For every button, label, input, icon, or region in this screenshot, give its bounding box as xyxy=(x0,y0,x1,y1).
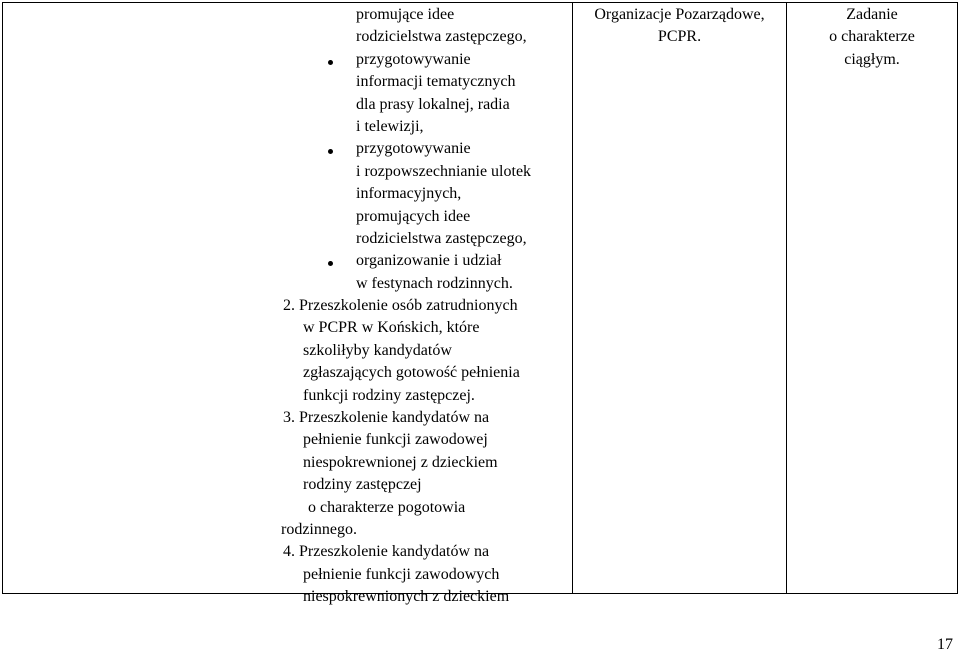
text-line: niespokrewnionych z dzieckiem xyxy=(303,588,510,606)
text-line: zgłaszających gotowość pełnienia xyxy=(303,364,520,382)
text-line: rodzicielstwa zastępczego, xyxy=(356,229,527,247)
text-line: w festynach rodzinnych. xyxy=(356,274,513,292)
text-line: pełnienie funkcji zawodowej xyxy=(303,431,488,449)
left-cell-text xyxy=(0,4,572,609)
text-line: rodzinnego. xyxy=(281,520,357,538)
right-cell-text xyxy=(787,4,957,71)
text-line: przygotowywanie xyxy=(356,140,471,158)
text-line: i rozpowszechnianie ulotek xyxy=(356,162,532,180)
text-line: informacji tematycznych xyxy=(356,73,516,91)
page-number: 17 xyxy=(937,636,953,653)
text-line: dla prasy lokalnej, radia xyxy=(356,95,510,113)
text-line: rodzicielstwa zastępczego, xyxy=(356,28,527,46)
text-line: organizowanie i udział xyxy=(356,252,502,270)
middle-cell-text xyxy=(573,4,786,49)
column-divider xyxy=(572,2,573,594)
text-line: o charakterze xyxy=(829,28,915,46)
text-line: promujące idee xyxy=(356,6,455,23)
column-divider xyxy=(786,2,787,594)
text-line: Zadanie xyxy=(846,6,898,23)
text-line: rodziny zastępczej xyxy=(303,476,422,494)
text-line: pełnienie funkcji zawodowych xyxy=(303,565,500,583)
text-line: funkcji rodziny zastępczej. xyxy=(303,386,475,404)
text-line: i telewizji, xyxy=(356,117,424,135)
text-line: PCPR. xyxy=(657,28,702,46)
text-line: informacyjnych, xyxy=(356,185,462,203)
text-line: niespokrewnionej z dzieckiem xyxy=(303,453,498,471)
text-line: Organizacje Pozarządowe, xyxy=(594,6,765,23)
text-line: szkoliłyby kandydatów xyxy=(303,341,452,359)
text-line: promujących idee xyxy=(356,207,471,225)
text-line: ciągłym. xyxy=(844,50,900,68)
text-line: 2. Przeszkolenie osób zatrudnionych xyxy=(283,297,518,315)
text-line: 4. Przeszkolenie kandydatów na xyxy=(283,543,490,561)
text-line: o charakterze pogotowia xyxy=(308,498,466,516)
text-line: przygotowywanie xyxy=(356,50,471,68)
text-line: 3. Przeszkolenie kandydatów na xyxy=(283,409,490,427)
text-line: w PCPR w Końskich, które xyxy=(303,319,480,337)
